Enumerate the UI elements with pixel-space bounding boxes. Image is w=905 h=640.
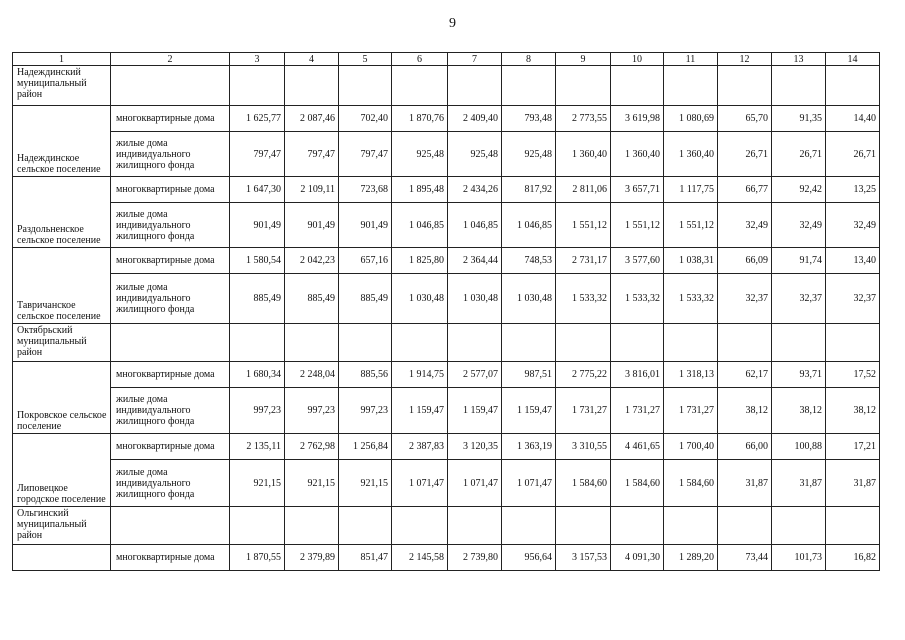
area-name: Ольгинский муниципальный район [13,507,111,545]
value-cell: 657,16 [339,248,392,274]
value-cell: 38,12 [772,388,826,434]
value-cell: 1 584,60 [664,460,718,507]
value-cell: 997,23 [230,388,285,434]
value-cell: 3 619,98 [611,106,664,132]
value-cell: 66,77 [718,177,772,203]
value-cell: 1 825,80 [392,248,448,274]
value-cell: 925,48 [502,132,556,177]
value-cell: 2 109,11 [285,177,339,203]
empty-cell [111,507,230,545]
value-cell: 1 360,40 [611,132,664,177]
table-row [13,203,880,248]
value-cell: 797,47 [339,132,392,177]
value-cell: 2 087,46 [285,106,339,132]
value-cell: 956,64 [502,545,556,571]
value-cell: 73,44 [718,545,772,571]
settlement-name: Липовецкое городское поселение [13,434,111,507]
table-body [13,66,880,571]
empty-cell [611,66,664,106]
value-cell: 16,82 [826,545,880,571]
column-header: 2 [111,53,230,66]
housing-type: жилые дома индивидуального жилищного фонда [111,460,230,507]
value-cell: 797,47 [230,132,285,177]
value-cell: 885,49 [285,274,339,324]
value-cell: 2 379,89 [285,545,339,571]
empty-cell [502,66,556,106]
value-cell: 1 584,60 [611,460,664,507]
value-cell: 901,49 [285,203,339,248]
value-cell: 66,00 [718,434,772,460]
value-cell: 100,88 [772,434,826,460]
empty-cell [230,324,285,362]
column-header: 11 [664,53,718,66]
value-cell: 723,68 [339,177,392,203]
value-cell: 921,15 [339,460,392,507]
value-cell: 1 046,85 [502,203,556,248]
value-cell: 1 680,34 [230,362,285,388]
value-cell: 3 157,53 [556,545,611,571]
value-cell: 1 360,40 [556,132,611,177]
value-cell: 2 762,98 [285,434,339,460]
value-cell: 4 091,30 [611,545,664,571]
housing-type: жилые дома индивидуального жилищного фонда [111,203,230,248]
empty-cell [448,507,502,545]
column-header: 1 [13,53,111,66]
value-cell: 3 577,60 [611,248,664,274]
value-cell: 38,12 [826,388,880,434]
value-cell: 1 700,40 [664,434,718,460]
empty-cell [826,324,880,362]
value-cell: 1 046,85 [448,203,502,248]
housing-type: многоквартирные дома [111,248,230,274]
empty-cell [611,507,664,545]
empty-cell [392,324,448,362]
table-row [13,460,880,507]
value-cell: 1 289,20 [664,545,718,571]
value-cell: 901,49 [230,203,285,248]
value-cell: 1 159,47 [392,388,448,434]
value-cell: 13,40 [826,248,880,274]
settlement-name: Покровское сельское поселение [13,362,111,434]
value-cell: 997,23 [285,388,339,434]
value-cell: 2 773,55 [556,106,611,132]
value-cell: 3 816,01 [611,362,664,388]
settlement-name: Надеждинское сельское поселение [13,106,111,177]
empty-cell [718,507,772,545]
value-cell: 851,47 [339,545,392,571]
value-cell: 1 159,47 [502,388,556,434]
empty-cell [339,324,392,362]
area-row [13,66,880,106]
settlement-name: Тавричанское сельское поселение [13,248,111,324]
value-cell: 925,48 [392,132,448,177]
value-cell: 2 731,17 [556,248,611,274]
value-cell: 1 080,69 [664,106,718,132]
value-cell: 101,73 [772,545,826,571]
value-cell: 1 256,84 [339,434,392,460]
value-cell: 32,49 [826,203,880,248]
area-row [13,507,880,545]
empty-cell [664,66,718,106]
value-cell: 3 120,35 [448,434,502,460]
value-cell: 1 071,47 [448,460,502,507]
value-cell: 2 775,22 [556,362,611,388]
empty-cell [448,324,502,362]
empty-cell [664,507,718,545]
value-cell: 987,51 [502,362,556,388]
housing-type: многоквартирные дома [111,362,230,388]
value-cell: 26,71 [772,132,826,177]
column-header: 13 [772,53,826,66]
value-cell: 1 159,47 [448,388,502,434]
value-cell: 2 387,83 [392,434,448,460]
empty-cell [339,66,392,106]
area-name: Надеждинский муниципальный район [13,66,111,106]
value-cell: 93,71 [772,362,826,388]
column-header: 7 [448,53,502,66]
value-cell: 1 117,75 [664,177,718,203]
empty-cell [230,507,285,545]
empty-cell [285,324,339,362]
value-cell: 13,25 [826,177,880,203]
empty-cell [664,324,718,362]
value-cell: 1 551,12 [664,203,718,248]
value-cell: 885,56 [339,362,392,388]
value-cell: 2 409,40 [448,106,502,132]
housing-type: жилые дома индивидуального жилищного фонда [111,132,230,177]
value-cell: 2 145,58 [392,545,448,571]
value-cell: 1 584,60 [556,460,611,507]
header-row [13,53,880,66]
value-cell: 1 914,75 [392,362,448,388]
value-cell: 31,87 [826,460,880,507]
value-cell: 1 625,77 [230,106,285,132]
value-cell: 1 071,47 [392,460,448,507]
table-row [13,274,880,324]
empty-cell [230,66,285,106]
value-cell: 2 042,23 [285,248,339,274]
value-cell: 14,40 [826,106,880,132]
value-cell: 32,37 [772,274,826,324]
empty-cell [392,507,448,545]
value-cell: 31,87 [772,460,826,507]
empty-cell [111,66,230,106]
value-cell: 1 030,48 [392,274,448,324]
housing-type: многоквартирные дома [111,434,230,460]
value-cell: 92,42 [772,177,826,203]
value-cell: 1 030,48 [448,274,502,324]
column-header: 10 [611,53,664,66]
empty-cell [772,66,826,106]
value-cell: 921,15 [285,460,339,507]
column-header: 3 [230,53,285,66]
value-cell: 62,17 [718,362,772,388]
empty-cell [448,66,502,106]
column-header: 5 [339,53,392,66]
empty-cell [502,507,556,545]
value-cell: 32,49 [772,203,826,248]
housing-type: многоквартирные дома [111,177,230,203]
value-cell: 797,47 [285,132,339,177]
value-cell: 901,49 [339,203,392,248]
table-row [13,434,880,460]
empty-cell [556,324,611,362]
housing-type: жилые дома индивидуального жилищного фонда [111,388,230,434]
empty-cell [285,66,339,106]
empty-cell [339,507,392,545]
value-cell: 2 577,07 [448,362,502,388]
value-cell: 1 895,48 [392,177,448,203]
table-row [13,362,880,388]
value-cell: 997,23 [339,388,392,434]
empty-cell [772,324,826,362]
table-row [13,132,880,177]
value-cell: 1 318,13 [664,362,718,388]
column-header: 14 [826,53,880,66]
housing-type: многоквартирные дома [111,545,230,571]
table-row [13,388,880,434]
value-cell: 2 739,80 [448,545,502,571]
value-cell: 91,74 [772,248,826,274]
area-row [13,324,880,362]
value-cell: 2 135,11 [230,434,285,460]
value-cell: 885,49 [230,274,285,324]
value-cell: 1 731,27 [664,388,718,434]
value-cell: 3 657,71 [611,177,664,203]
value-cell: 1 870,55 [230,545,285,571]
value-cell: 32,37 [718,274,772,324]
empty-cell [502,324,556,362]
value-cell: 925,48 [448,132,502,177]
column-header: 12 [718,53,772,66]
value-cell: 793,48 [502,106,556,132]
value-cell: 1 363,19 [502,434,556,460]
value-cell: 38,12 [718,388,772,434]
value-cell: 1 731,27 [611,388,664,434]
value-cell: 921,15 [230,460,285,507]
value-cell: 66,09 [718,248,772,274]
value-cell: 32,49 [718,203,772,248]
value-cell: 1 360,40 [664,132,718,177]
column-header: 9 [556,53,611,66]
value-cell: 1 038,31 [664,248,718,274]
value-cell: 17,52 [826,362,880,388]
value-cell: 1 533,32 [556,274,611,324]
value-cell: 2 811,06 [556,177,611,203]
value-cell: 2 248,04 [285,362,339,388]
empty-cell [111,324,230,362]
value-cell: 1 580,54 [230,248,285,274]
value-cell: 748,53 [502,248,556,274]
value-cell: 26,71 [718,132,772,177]
value-cell: 1 071,47 [502,460,556,507]
housing-type: жилые дома индивидуального жилищного фонда [111,274,230,324]
value-cell: 817,92 [502,177,556,203]
value-cell: 1 647,30 [230,177,285,203]
empty-cell [826,507,880,545]
empty-cell [285,507,339,545]
empty-cell [556,66,611,106]
empty-cell [826,66,880,106]
column-header: 4 [285,53,339,66]
column-header: 6 [392,53,448,66]
value-cell: 702,40 [339,106,392,132]
tariff-table [12,52,880,571]
settlement-name [13,545,111,571]
value-cell: 1 551,12 [611,203,664,248]
value-cell: 1 533,32 [664,274,718,324]
empty-cell [611,324,664,362]
table-row [13,248,880,274]
table-row [13,106,880,132]
empty-cell [556,507,611,545]
page-number: 9 [449,16,456,31]
value-cell: 65,70 [718,106,772,132]
value-cell: 31,87 [718,460,772,507]
housing-type: многоквартирные дома [111,106,230,132]
value-cell: 885,49 [339,274,392,324]
value-cell: 4 461,65 [611,434,664,460]
value-cell: 1 030,48 [502,274,556,324]
empty-cell [718,324,772,362]
value-cell: 3 310,55 [556,434,611,460]
value-cell: 2 364,44 [448,248,502,274]
settlement-name: Раздольненское сельское поселение [13,177,111,248]
table-row [13,545,880,571]
value-cell: 17,21 [826,434,880,460]
value-cell: 1 551,12 [556,203,611,248]
column-header: 8 [502,53,556,66]
value-cell: 32,37 [826,274,880,324]
value-cell: 26,71 [826,132,880,177]
value-cell: 1 731,27 [556,388,611,434]
table-row [13,177,880,203]
empty-cell [772,507,826,545]
value-cell: 2 434,26 [448,177,502,203]
empty-cell [718,66,772,106]
area-name: Октябрьский муниципальный район [13,324,111,362]
value-cell: 1 533,32 [611,274,664,324]
value-cell: 1 046,85 [392,203,448,248]
value-cell: 91,35 [772,106,826,132]
value-cell: 1 870,76 [392,106,448,132]
empty-cell [392,66,448,106]
